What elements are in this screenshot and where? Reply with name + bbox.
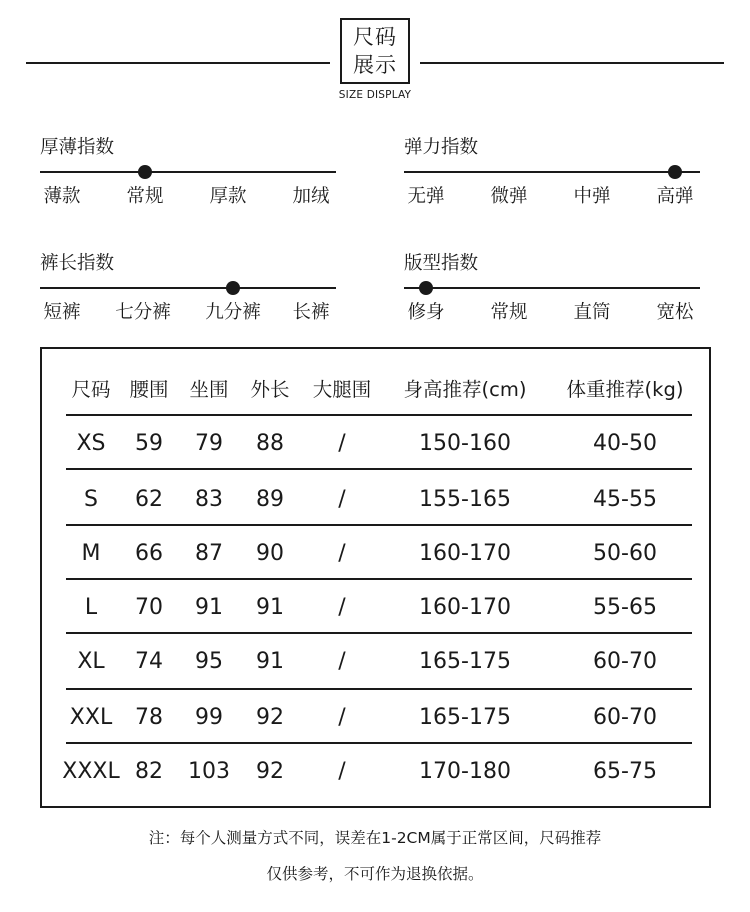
scale-option: 长裤 bbox=[292, 302, 330, 323]
waist-cell: 74 bbox=[135, 649, 163, 674]
height-cell: 160-170 bbox=[419, 595, 511, 620]
scale-elasticity bbox=[404, 133, 700, 207]
hip-cell: 103 bbox=[188, 759, 230, 784]
column-header: 体重推荐(kg) bbox=[566, 378, 684, 401]
section-title-line1: 尺码 bbox=[353, 25, 397, 49]
scale-option: 常规 bbox=[126, 186, 164, 207]
height-cell: 155-165 bbox=[419, 487, 511, 512]
scale-title: 弹力指数 bbox=[404, 137, 479, 158]
length-cell: 91 bbox=[256, 595, 284, 620]
height-cell: 170-180 bbox=[419, 759, 511, 784]
scale-option: 七分裤 bbox=[115, 302, 171, 323]
hip-cell: 99 bbox=[195, 705, 223, 730]
scale-length bbox=[40, 249, 336, 323]
row-divider bbox=[66, 524, 692, 526]
note-line-1: 注：每个人测量方式不同，误差在1-2CM属于正常区间，尺码推荐 bbox=[148, 829, 602, 847]
size-cell: XS bbox=[76, 431, 106, 456]
scale-option: 厚款 bbox=[209, 186, 247, 207]
header-rule-right bbox=[420, 62, 724, 64]
note-line-2: 仅供参考，不可作为退换依据。 bbox=[266, 865, 484, 883]
scale-option: 直筒 bbox=[573, 302, 611, 323]
column-header: 大腿围 bbox=[312, 378, 372, 401]
hip-cell: 79 bbox=[195, 431, 223, 456]
scale-title: 版型指数 bbox=[404, 253, 479, 274]
weight-cell: 60-70 bbox=[593, 705, 657, 730]
row-divider bbox=[66, 578, 692, 580]
size-table bbox=[40, 347, 711, 808]
scale-option: 微弹 bbox=[490, 186, 528, 207]
waist-cell: 62 bbox=[135, 487, 163, 512]
scale-option: 无弹 bbox=[407, 186, 445, 207]
height-cell: 165-175 bbox=[419, 705, 511, 730]
hip-cell: 95 bbox=[195, 649, 223, 674]
thigh-cell: / bbox=[338, 759, 346, 784]
size-cell: XXXL bbox=[62, 759, 120, 784]
scale-option: 修身 bbox=[407, 302, 445, 323]
header-rule-left bbox=[26, 62, 330, 64]
scale-track bbox=[40, 287, 336, 289]
weight-cell: 60-70 bbox=[593, 649, 657, 674]
thigh-cell: / bbox=[338, 487, 346, 512]
thigh-cell: / bbox=[338, 431, 346, 456]
scale-indicator-dot bbox=[668, 165, 682, 179]
scale-option: 高弹 bbox=[656, 186, 694, 207]
scale-option: 常规 bbox=[490, 302, 528, 323]
section-subtitle: SIZE DISPLAY bbox=[338, 89, 412, 101]
scale-option: 九分裤 bbox=[205, 302, 261, 323]
column-header: 腰围 bbox=[129, 378, 169, 401]
scale-option: 短裤 bbox=[43, 302, 81, 323]
scale-option: 加绒 bbox=[292, 186, 330, 207]
length-cell: 91 bbox=[256, 649, 284, 674]
hip-cell: 91 bbox=[195, 595, 223, 620]
thigh-cell: / bbox=[338, 649, 346, 674]
scale-option: 宽松 bbox=[656, 302, 694, 323]
weight-cell: 65-75 bbox=[593, 759, 657, 784]
hip-cell: 83 bbox=[195, 487, 223, 512]
size-cell: S bbox=[84, 487, 98, 512]
column-header: 尺码 bbox=[71, 378, 111, 401]
length-cell: 88 bbox=[256, 431, 284, 456]
weight-cell: 45-55 bbox=[593, 487, 657, 512]
thigh-cell: / bbox=[338, 541, 346, 566]
scale-indicator-dot bbox=[419, 281, 433, 295]
length-cell: 92 bbox=[256, 759, 284, 784]
row-divider bbox=[66, 688, 692, 690]
hip-cell: 87 bbox=[195, 541, 223, 566]
size-cell: XL bbox=[77, 649, 105, 674]
waist-cell: 78 bbox=[135, 705, 163, 730]
header-divider bbox=[66, 414, 692, 416]
scale-indicator-dot bbox=[138, 165, 152, 179]
thigh-cell: / bbox=[338, 705, 346, 730]
weight-cell: 40-50 bbox=[593, 431, 657, 456]
scale-thickness bbox=[40, 133, 336, 207]
waist-cell: 70 bbox=[135, 595, 163, 620]
scale-option: 薄款 bbox=[43, 186, 81, 207]
size-cell: L bbox=[84, 595, 98, 620]
weight-cell: 50-60 bbox=[593, 541, 657, 566]
scale-track bbox=[404, 171, 700, 173]
section-title-line2: 展示 bbox=[353, 53, 397, 77]
scale-indicator-dot bbox=[226, 281, 240, 295]
scale-title: 裤长指数 bbox=[40, 253, 115, 274]
size-cell: XXL bbox=[69, 705, 113, 730]
height-cell: 150-160 bbox=[419, 431, 511, 456]
row-divider bbox=[66, 632, 692, 634]
scale-option: 中弹 bbox=[573, 186, 611, 207]
height-cell: 160-170 bbox=[419, 541, 511, 566]
scale-track bbox=[40, 171, 336, 173]
row-divider bbox=[66, 742, 692, 744]
weight-cell: 55-65 bbox=[593, 595, 657, 620]
waist-cell: 82 bbox=[135, 759, 163, 784]
section-title-box bbox=[340, 18, 410, 84]
column-header: 外长 bbox=[250, 378, 290, 401]
scale-fit bbox=[404, 249, 700, 323]
waist-cell: 66 bbox=[135, 541, 163, 566]
column-header: 坐围 bbox=[189, 378, 229, 401]
length-cell: 89 bbox=[256, 487, 284, 512]
length-cell: 92 bbox=[256, 705, 284, 730]
height-cell: 165-175 bbox=[419, 649, 511, 674]
column-header: 身高推荐(cm) bbox=[403, 378, 527, 401]
row-divider bbox=[66, 468, 692, 470]
waist-cell: 59 bbox=[135, 431, 163, 456]
scale-track bbox=[404, 287, 700, 289]
length-cell: 90 bbox=[256, 541, 284, 566]
size-cell: M bbox=[81, 541, 101, 566]
scale-title: 厚薄指数 bbox=[40, 137, 115, 158]
thigh-cell: / bbox=[338, 595, 346, 620]
